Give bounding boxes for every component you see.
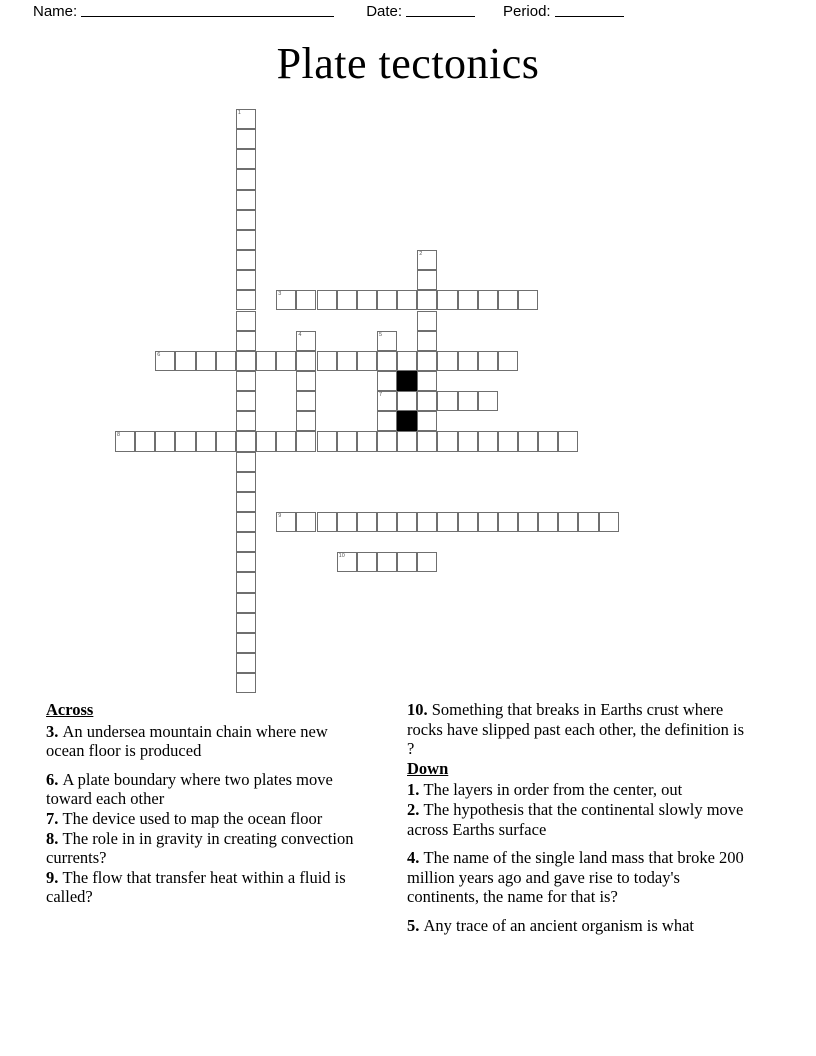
- crossword-cell[interactable]: [417, 371, 437, 391]
- clue-text: An undersea mountain chain where new ocean floor is produced: [46, 721, 328, 761]
- crossword-cell[interactable]: [155, 351, 175, 371]
- crossword-cell[interactable]: [236, 391, 256, 411]
- crossword-cell[interactable]: [317, 351, 337, 371]
- crossword-cell[interactable]: [397, 290, 417, 310]
- clues-column-left: [46, 700, 366, 907]
- crossword-cell[interactable]: [599, 512, 619, 532]
- crossword-cell[interactable]: [236, 472, 256, 492]
- crossword-cell[interactable]: [276, 512, 296, 532]
- crossword-cell[interactable]: [135, 431, 155, 451]
- crossword-cell[interactable]: [155, 431, 175, 451]
- crossword-cell[interactable]: [478, 431, 498, 451]
- crossword-cell[interactable]: [498, 351, 518, 371]
- clue-item: [46, 722, 366, 761]
- crossword-cell[interactable]: [256, 351, 276, 371]
- crossword-cell[interactable]: [437, 290, 457, 310]
- crossword-cell[interactable]: [236, 149, 256, 169]
- clue-item: [407, 780, 752, 800]
- down-heading: Down: [407, 758, 449, 778]
- crossword-cell[interactable]: [337, 290, 357, 310]
- crossword-cell[interactable]: [518, 431, 538, 451]
- crossword-cell[interactable]: [417, 411, 437, 431]
- clue-text: The flow that transfer heat within a fluid is called?: [46, 867, 346, 907]
- clue-number: 4.: [407, 848, 424, 868]
- crossword-cell[interactable]: [397, 351, 417, 371]
- crossword-cell[interactable]: [578, 512, 598, 532]
- clue-text: The layers in order from the center, out: [423, 780, 683, 800]
- crossword-cell[interactable]: [417, 290, 437, 310]
- crossword-cell[interactable]: [296, 371, 316, 391]
- crossword-cell[interactable]: [296, 351, 316, 371]
- crossword-cell[interactable]: [115, 431, 135, 451]
- crossword-cell[interactable]: [458, 391, 478, 411]
- clue-number: 6.: [46, 769, 63, 789]
- crossword-cell[interactable]: [175, 351, 195, 371]
- crossword-cell[interactable]: [518, 290, 538, 310]
- clue-item: [407, 916, 752, 936]
- crossword-cell[interactable]: [478, 512, 498, 532]
- crossword-cell[interactable]: [357, 290, 377, 310]
- crossword-cell-number: 4: [298, 331, 302, 338]
- crossword-cell[interactable]: [458, 351, 478, 371]
- clue-number: 1.: [407, 780, 424, 800]
- crossword-cell[interactable]: [498, 431, 518, 451]
- crossword-cell[interactable]: [337, 552, 357, 572]
- crossword-cell[interactable]: [538, 431, 558, 451]
- crossword-cell[interactable]: [236, 109, 256, 129]
- clue-text: The role in in gravity in creating convection currents?: [46, 828, 354, 868]
- crossword-cell-number: 7: [378, 392, 382, 399]
- crossword-cell[interactable]: [196, 431, 216, 451]
- crossword-cell[interactable]: [478, 351, 498, 371]
- crossword-cell[interactable]: [236, 290, 256, 310]
- clue-item: [46, 829, 366, 868]
- crossword-cell[interactable]: [236, 512, 256, 532]
- crossword-cell[interactable]: [276, 290, 296, 310]
- crossword-cell[interactable]: [216, 431, 236, 451]
- page-title: Plate tectonics: [276, 39, 540, 88]
- crossword-cell-number: 10: [338, 553, 345, 560]
- across-clue-list-continued: [407, 700, 752, 759]
- crossword-cell[interactable]: [458, 512, 478, 532]
- clue-text: Something that breaks in Earths crust where rocks have slipped past each other, the definition is ?: [407, 700, 745, 759]
- clue-text: The device used to map the ocean floor: [62, 808, 323, 828]
- clue-number: 8.: [46, 828, 63, 848]
- clue-number: 5.: [407, 915, 424, 935]
- clue-number: 10.: [407, 700, 432, 719]
- crossword-cell[interactable]: [458, 290, 478, 310]
- across-clue-list: [46, 722, 366, 907]
- crossword-cell[interactable]: [236, 230, 256, 250]
- crossword-cell[interactable]: [236, 613, 256, 633]
- clue-number: 3.: [46, 721, 63, 741]
- crossword-cell[interactable]: [236, 331, 256, 351]
- crossword-cell[interactable]: [296, 331, 316, 351]
- clue-item: [46, 770, 366, 809]
- crossword-cell[interactable]: [417, 431, 437, 451]
- crossword-cell[interactable]: [417, 331, 437, 351]
- crossword-cell[interactable]: [377, 431, 397, 451]
- crossword-cell[interactable]: [317, 431, 337, 451]
- crossword-cell[interactable]: [236, 492, 256, 512]
- down-clue-list: [407, 780, 752, 935]
- crossword-cell[interactable]: [296, 512, 316, 532]
- crossword-cell[interactable]: [236, 351, 256, 371]
- crossword-cell[interactable]: [377, 351, 397, 371]
- clue-number: 9.: [46, 867, 63, 887]
- crossword-cell[interactable]: [236, 452, 256, 472]
- crossword-cell-number: 5: [378, 331, 382, 338]
- crossword-cell[interactable]: [236, 169, 256, 189]
- crossword-cell[interactable]: [337, 512, 357, 532]
- crossword-cell[interactable]: [236, 311, 256, 331]
- crossword-cell[interactable]: [417, 552, 437, 572]
- crossword-cell[interactable]: [417, 512, 437, 532]
- clue-item: [407, 848, 752, 907]
- crossword-cell[interactable]: [437, 391, 457, 411]
- crossword-cell[interactable]: [417, 270, 437, 290]
- clue-text: Any trace of an ancient organism is what: [423, 915, 694, 935]
- crossword-cell[interactable]: [236, 532, 256, 552]
- crossword-cell[interactable]: [377, 411, 397, 431]
- crossword-cell[interactable]: [296, 290, 316, 310]
- crossword-cell[interactable]: [437, 351, 457, 371]
- crossword-cell[interactable]: [498, 290, 518, 310]
- crossword-cell[interactable]: [558, 431, 578, 451]
- crossword-cell[interactable]: [377, 512, 397, 532]
- crossword-cell[interactable]: [236, 270, 256, 290]
- clue-number: 7.: [46, 808, 63, 828]
- crossword-cell[interactable]: [236, 371, 256, 391]
- crossword-cell[interactable]: [377, 331, 397, 351]
- crossword-cell[interactable]: [538, 512, 558, 532]
- crossword-cell[interactable]: [518, 512, 538, 532]
- clue-item: [46, 809, 366, 829]
- crossword-cell[interactable]: [478, 391, 498, 411]
- crossword-cell[interactable]: [236, 411, 256, 431]
- crossword-cell[interactable]: [216, 351, 236, 371]
- clues-area: [0, 700, 816, 1000]
- crossword-cell[interactable]: [317, 512, 337, 532]
- crossword-cell[interactable]: [377, 290, 397, 310]
- name-label: Name:: [33, 3, 78, 20]
- crossword-cell[interactable]: [357, 512, 377, 532]
- crossword-cell[interactable]: [236, 431, 256, 451]
- crossword-cell[interactable]: [276, 351, 296, 371]
- crossword-cell-number: 8: [117, 432, 121, 439]
- date-label: Date:: [366, 3, 403, 20]
- crossword-cell[interactable]: [317, 290, 337, 310]
- crossword-cell[interactable]: [417, 250, 437, 270]
- crossword-cell[interactable]: [236, 129, 256, 149]
- crossword-cell[interactable]: [337, 351, 357, 371]
- crossword-cell-number: 2: [419, 251, 423, 258]
- crossword-cell[interactable]: [397, 512, 417, 532]
- clue-item: [407, 700, 752, 759]
- crossword-cell[interactable]: [437, 431, 457, 451]
- crossword-cell[interactable]: [256, 431, 276, 451]
- crossword-blocked-cell: [397, 371, 417, 391]
- crossword-cell[interactable]: [236, 673, 256, 693]
- crossword-cell-number: 3: [278, 291, 282, 298]
- clue-text: The hypothesis that the continental slowly move across Earths surface: [407, 799, 744, 839]
- crossword-cell[interactable]: [236, 190, 256, 210]
- crossword-cell[interactable]: [236, 552, 256, 572]
- crossword-cell[interactable]: [357, 431, 377, 451]
- crossword-cell[interactable]: [377, 371, 397, 391]
- crossword-cell[interactable]: [397, 391, 417, 411]
- clues-column-right: [407, 700, 752, 936]
- crossword-cell[interactable]: [498, 512, 518, 532]
- crossword-cell[interactable]: [397, 552, 417, 572]
- crossword-cell[interactable]: [236, 633, 256, 653]
- crossword-cell[interactable]: [478, 290, 498, 310]
- crossword-cell[interactable]: [417, 391, 437, 411]
- clue-item: [46, 868, 366, 907]
- crossword-cell[interactable]: [337, 431, 357, 451]
- crossword-cell[interactable]: [276, 431, 296, 451]
- crossword-cell[interactable]: [236, 210, 256, 230]
- crossword-cell[interactable]: [377, 391, 397, 411]
- crossword-cell[interactable]: [296, 411, 316, 431]
- crossword-cell[interactable]: [437, 512, 457, 532]
- crossword-cell[interactable]: [296, 391, 316, 411]
- crossword-blocked-cell: [397, 411, 417, 431]
- crossword-cell[interactable]: [236, 593, 256, 613]
- crossword-cell[interactable]: [236, 653, 256, 673]
- crossword-cell[interactable]: [458, 431, 478, 451]
- crossword-cell-number: 1: [237, 110, 241, 116]
- crossword-cell-number: 9: [278, 513, 282, 519]
- crossword-cell[interactable]: [558, 512, 578, 532]
- crossword-cell[interactable]: [377, 552, 397, 572]
- crossword-cell[interactable]: [357, 552, 377, 572]
- period-label: Period:: [503, 3, 551, 20]
- crossword-cell[interactable]: [417, 311, 437, 331]
- crossword-cell[interactable]: [175, 431, 195, 451]
- crossword-cell[interactable]: [417, 351, 437, 371]
- crossword-cell[interactable]: [296, 431, 316, 451]
- clue-text: The name of the single land mass that broke 200 million years ago and gave rise to today's continents, the name for that is?: [407, 848, 744, 907]
- clue-item: [407, 800, 752, 839]
- crossword-cell[interactable]: [196, 351, 216, 371]
- crossword-cell-number: 6: [157, 351, 161, 358]
- across-heading: Across: [46, 700, 94, 719]
- crossword-cell[interactable]: [357, 351, 377, 371]
- clue-text: A plate boundary where two plates move toward each other: [46, 769, 333, 809]
- crossword-cell[interactable]: [236, 250, 256, 270]
- crossword-cell[interactable]: [397, 431, 417, 451]
- crossword-cell[interactable]: [236, 572, 256, 592]
- clue-number: 2.: [407, 799, 424, 819]
